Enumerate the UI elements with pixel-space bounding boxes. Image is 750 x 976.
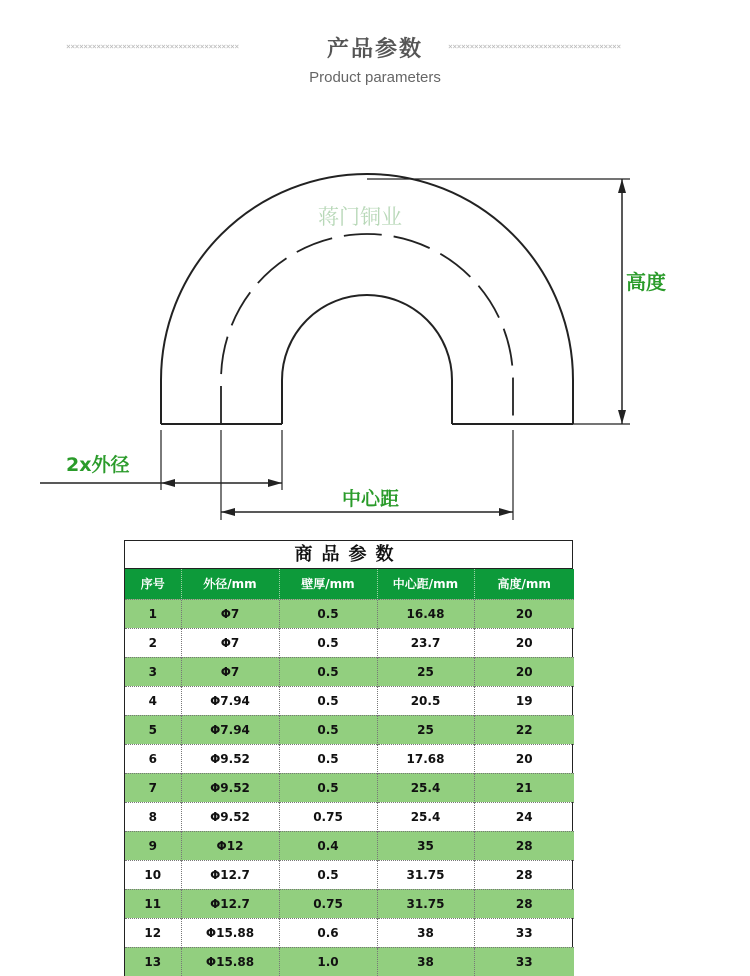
table-row xyxy=(125,860,574,889)
section-subtitle: Product parameters xyxy=(309,69,441,86)
header-outer-diameter: 外径/mm xyxy=(181,569,279,599)
od-arrow-left xyxy=(161,479,175,487)
cell-outer-diameter: Φ15.88 xyxy=(181,947,279,976)
cell-height: 28 xyxy=(474,860,574,889)
cell-wall-thickness: 0.5 xyxy=(279,657,377,686)
cell-wall-thickness: 0.5 xyxy=(279,628,377,657)
header-height: 高度/mm xyxy=(474,569,574,599)
cell-index: 11 xyxy=(125,889,181,918)
cell-height: 20 xyxy=(474,628,574,657)
cell-wall-thickness: 0.5 xyxy=(279,715,377,744)
cell-outer-diameter: Φ12 xyxy=(181,831,279,860)
cell-height: 28 xyxy=(474,889,574,918)
cell-index: 1 xyxy=(125,599,181,628)
center-distance-label: 中心距 xyxy=(342,488,400,510)
cell-outer-diameter: Φ7.94 xyxy=(181,686,279,715)
table-row xyxy=(125,831,574,860)
cell-height: 20 xyxy=(474,599,574,628)
table-row xyxy=(125,715,574,744)
decorative-divider-left: ×××××××××××××××××××××××××××××××××××××××× xyxy=(66,42,239,51)
cell-center-distance: 25 xyxy=(377,715,474,744)
cell-center-distance: 25 xyxy=(377,657,474,686)
cell-height: 20 xyxy=(474,657,574,686)
table-row xyxy=(125,802,574,831)
cell-index: 3 xyxy=(125,657,181,686)
cell-height: 33 xyxy=(474,947,574,976)
table-row xyxy=(125,686,574,715)
decorative-divider-right: ×××××××××××××××××××××××××××××××××××××××× xyxy=(448,42,621,51)
cell-index: 2 xyxy=(125,628,181,657)
od-arrow-right xyxy=(268,479,282,487)
header-wall-thickness: 壁厚/mm xyxy=(279,569,377,599)
cell-wall-thickness: 0.5 xyxy=(279,860,377,889)
table-row xyxy=(125,744,574,773)
cell-height: 28 xyxy=(474,831,574,860)
cell-center-distance: 31.75 xyxy=(377,860,474,889)
centerline-arc xyxy=(221,234,513,424)
cell-center-distance: 23.7 xyxy=(377,628,474,657)
cell-wall-thickness: 0.75 xyxy=(279,802,377,831)
cell-height: 33 xyxy=(474,918,574,947)
cell-outer-diameter: Φ9.52 xyxy=(181,802,279,831)
cell-center-distance: 20.5 xyxy=(377,686,474,715)
inner-arc xyxy=(282,295,452,424)
table-row xyxy=(125,889,574,918)
cell-index: 13 xyxy=(125,947,181,976)
cell-center-distance: 17.68 xyxy=(377,744,474,773)
cell-height: 22 xyxy=(474,715,574,744)
cell-outer-diameter: Φ15.88 xyxy=(181,918,279,947)
cell-center-distance: 25.4 xyxy=(377,773,474,802)
cell-height: 20 xyxy=(474,744,574,773)
cell-height: 21 xyxy=(474,773,574,802)
section-title: 产品参数 xyxy=(326,37,423,62)
table-title: 商品参数 xyxy=(125,541,572,569)
height-label: 高度 xyxy=(626,270,666,294)
cell-center-distance: 16.48 xyxy=(377,599,474,628)
cell-outer-diameter: Φ9.52 xyxy=(181,744,279,773)
parameter-table xyxy=(124,540,573,976)
cell-index: 10 xyxy=(125,860,181,889)
cell-outer-diameter: Φ7.94 xyxy=(181,715,279,744)
parameter-grid xyxy=(125,569,574,976)
cell-index: 7 xyxy=(125,773,181,802)
cell-center-distance: 38 xyxy=(377,947,474,976)
section-header xyxy=(0,0,750,100)
height-arrow-bottom xyxy=(618,410,626,424)
cell-height: 19 xyxy=(474,686,574,715)
cell-wall-thickness: 0.5 xyxy=(279,744,377,773)
cell-wall-thickness: 0.5 xyxy=(279,773,377,802)
cell-index: 5 xyxy=(125,715,181,744)
table-row xyxy=(125,657,574,686)
height-arrow-top xyxy=(618,179,626,193)
cell-center-distance: 25.4 xyxy=(377,802,474,831)
table-header-row xyxy=(125,569,574,599)
cell-index: 9 xyxy=(125,831,181,860)
table-row xyxy=(125,628,574,657)
cell-wall-thickness: 0.75 xyxy=(279,889,377,918)
cell-outer-diameter: Φ7 xyxy=(181,628,279,657)
cell-outer-diameter: Φ12.7 xyxy=(181,889,279,918)
center-arrow-right xyxy=(499,508,513,516)
cell-wall-thickness: 0.6 xyxy=(279,918,377,947)
table-row xyxy=(125,599,574,628)
cell-index: 8 xyxy=(125,802,181,831)
table-row xyxy=(125,773,574,802)
cell-index: 4 xyxy=(125,686,181,715)
cell-height: 24 xyxy=(474,802,574,831)
table-row xyxy=(125,918,574,947)
header-center-distance: 中心距/mm xyxy=(377,569,474,599)
cell-outer-diameter: Φ7 xyxy=(181,657,279,686)
center-arrow-left xyxy=(221,508,235,516)
cell-outer-diameter: Φ7 xyxy=(181,599,279,628)
cell-center-distance: 35 xyxy=(377,831,474,860)
cell-wall-thickness: 1.0 xyxy=(279,947,377,976)
cell-center-distance: 31.75 xyxy=(377,889,474,918)
cell-outer-diameter: Φ12.7 xyxy=(181,860,279,889)
brand-watermark: 蒋门铜业 xyxy=(318,205,402,229)
outer-diameter-label: 2x外径 xyxy=(66,454,130,476)
cell-index: 6 xyxy=(125,744,181,773)
u-bend-dimension-diagram xyxy=(0,150,750,530)
cell-wall-thickness: 0.5 xyxy=(279,686,377,715)
cell-index: 12 xyxy=(125,918,181,947)
cell-center-distance: 38 xyxy=(377,918,474,947)
cell-outer-diameter: Φ9.52 xyxy=(181,773,279,802)
cell-wall-thickness: 0.5 xyxy=(279,599,377,628)
table-row xyxy=(125,947,574,976)
cell-wall-thickness: 0.4 xyxy=(279,831,377,860)
header-index: 序号 xyxy=(125,569,181,599)
